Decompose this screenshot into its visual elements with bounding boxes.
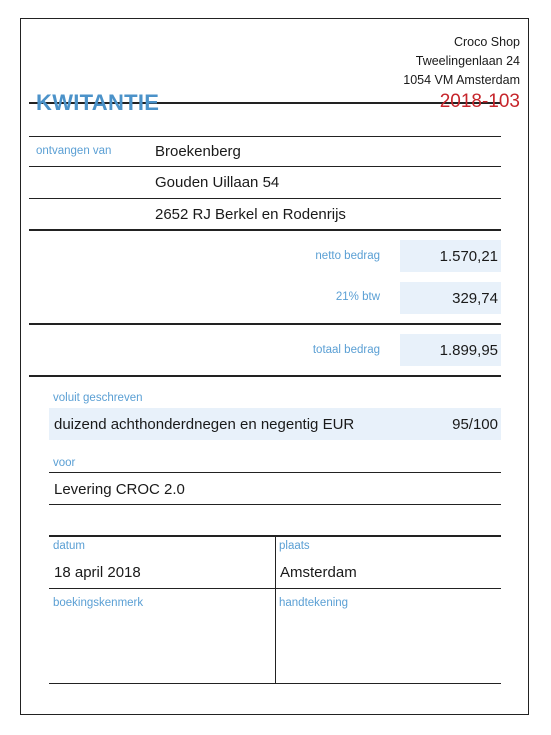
total-amount-value: 1.899,95	[439, 342, 498, 359]
divider	[29, 375, 501, 377]
divider	[29, 229, 501, 231]
signature-label: handtekening	[279, 597, 349, 609]
divider	[29, 136, 501, 137]
vat-label: 21% btw	[335, 291, 380, 303]
payer-city: 2652 RJ Berkel en Rodenrijs	[155, 206, 346, 223]
date-label: datum	[53, 540, 85, 552]
purpose-text: Levering CROC 2.0	[54, 481, 185, 498]
shop-city: 1054 VM Amsterdam	[403, 73, 520, 87]
vat-value: 329,74	[452, 290, 498, 307]
net-amount-value: 1.570,21	[439, 248, 498, 265]
written-label: voluit geschreven	[53, 392, 143, 404]
payer-street: Gouden Uillaan 54	[155, 174, 280, 191]
payer-name: Broekenberg	[155, 143, 241, 160]
shop-street: Tweelingenlaan 24	[415, 54, 520, 68]
net-amount-label: netto bedrag	[315, 250, 380, 262]
total-amount-label: totaal bedrag	[312, 344, 380, 356]
divider	[49, 504, 501, 505]
place-value: Amsterdam	[280, 564, 357, 581]
purpose-label: voor	[53, 457, 76, 469]
divider	[49, 472, 501, 473]
booking-reference-label: boekingskenmerk	[53, 597, 144, 609]
divider	[29, 323, 501, 325]
divider	[29, 198, 501, 199]
place-label: plaats	[279, 540, 310, 552]
divider	[29, 166, 501, 167]
received-from-label: ontvangen van	[36, 145, 112, 157]
shop-name: Croco Shop	[453, 35, 520, 49]
receipt-title: KWITANTIE	[36, 90, 160, 115]
receipt-number: 2018-103	[439, 91, 520, 112]
divider	[49, 683, 501, 684]
written-cents: 95/100	[452, 416, 498, 433]
date-value: 18 april 2018	[54, 564, 141, 581]
divider	[49, 588, 501, 589]
column-divider	[275, 535, 276, 684]
written-text: duizend achthonderdnegen en negentig EUR	[54, 416, 355, 433]
